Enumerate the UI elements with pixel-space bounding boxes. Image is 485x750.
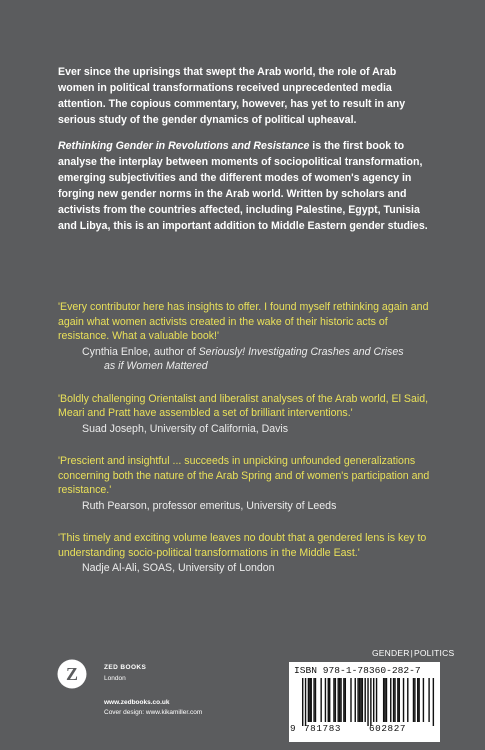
barcode-bar (329, 678, 330, 722)
barcode-bar (339, 678, 340, 722)
barcode-bar (370, 678, 371, 726)
barcode-bar (394, 678, 395, 722)
endorsements (58, 300, 436, 594)
endorsement-author (58, 345, 436, 374)
cover-design-credit: Cover design: www.kikamiller.com (104, 709, 203, 716)
barcode-bar (362, 678, 363, 722)
barcode-bar (338, 678, 339, 722)
barcode-bar (308, 678, 309, 722)
barcode-bar (355, 678, 356, 722)
category-gender: GENDER (372, 648, 410, 658)
description-paragraph-2-text: is the first book to analyse the interplay between moments of sociopolitical transformation, emerging subjectivities and the different modes of women's agency in forging new gender norms in the Arab world. Written by scholars and activists from the countries affected, including Palestine, Egypt, Tunisia and Libya, this is an important addition to Middle Eastern gender studies. (58, 140, 428, 232)
barcode-bar (418, 678, 419, 722)
barcode-lead-digit: 9 (290, 723, 296, 734)
subject-category (372, 648, 454, 658)
barcode-bar (343, 678, 344, 722)
barcode-bar (383, 678, 384, 722)
barcode-bar (428, 678, 429, 722)
isbn-barcode (289, 662, 440, 742)
barcode-bar (309, 678, 310, 722)
barcode-bar (311, 678, 312, 722)
endorsement-quote: 'Every contributor here has insights to offer. I found myself rethinking again and again what women activists created in the wake of their historic acts of resistance. What a valuable book!' (58, 301, 429, 342)
endorsement-author: Ruth Pearson, professor emeritus, University of Leeds (82, 499, 337, 512)
barcode-bar (360, 678, 361, 722)
endorsement-author-name: Cynthia Enloe, author of (82, 345, 199, 358)
logo-letter: Z (65, 664, 79, 684)
category-separator: | (410, 648, 413, 658)
publisher-city: London (104, 675, 126, 682)
endorsement-4 (58, 531, 436, 576)
endorsement-author-work: Seriously! Investigating Crashes and Crises (198, 345, 404, 358)
barcode-bar (313, 678, 314, 722)
barcode-bar (390, 678, 391, 722)
endorsement-1 (58, 300, 436, 374)
barcode-bar (407, 678, 408, 722)
barcode-bar (384, 678, 385, 722)
barcode-bar (386, 678, 387, 722)
barcode-bar (320, 678, 321, 722)
description-paragraph-2 (58, 138, 430, 234)
barcode-bar (305, 678, 306, 726)
barcode-bar (376, 678, 377, 722)
isbn-label: ISBN 978-1-78360-282-7 (294, 665, 421, 676)
barcode-bar (328, 678, 329, 722)
barcode-bar (333, 678, 334, 722)
barcode-bar (302, 678, 303, 726)
barcode-bar (373, 678, 374, 722)
publisher-website: www.zedbooks.co.uk (104, 699, 170, 706)
endorsement-quote: 'This timely and exciting volume leaves no doubt that a gendered lens is key to understanding socio-political transformations in the Middle East.' (58, 532, 427, 559)
barcode-bar (345, 678, 346, 722)
endorsement-2 (58, 392, 436, 437)
barcode-bar (335, 678, 336, 722)
barcode-bar (397, 678, 398, 722)
barcode-bar (364, 678, 365, 722)
barcode-bar (403, 678, 404, 722)
barcode-bar (359, 678, 360, 722)
barcode-bars (295, 678, 435, 726)
barcode-bar (393, 678, 394, 722)
endorsement-quote: 'Prescient and insightful ... succeeds in unpicking unfounded generalizations concerning both the nature of the Arab Spring and of women's participation and resistance.' (58, 455, 430, 496)
barcode-bar (417, 678, 418, 722)
category-politics: POLITICS (414, 648, 455, 658)
book-title: Rethinking Gender in Revolutions and Resistance (58, 140, 310, 152)
endorsement-author-work-cont: as if Women Mattered (104, 360, 208, 372)
book-description (58, 64, 430, 244)
zed-books-logo-icon (57, 659, 87, 689)
barcode-bar (325, 678, 326, 722)
description-paragraph-1: Ever since the uprisings that swept the Arab world, the role of Arab women in political transformations received unprecedented media attention. The copious commentary, however, has yet to result in any serious study of the gender dynamics of political upheaval. (58, 66, 406, 126)
barcode-bar (414, 678, 415, 722)
publisher-name: ZED BOOKS (104, 664, 147, 671)
endorsement-author: Suad Joseph, University of California, Davis (82, 422, 289, 435)
barcode-bar (433, 678, 434, 726)
barcode-right-digits: 602827 (369, 723, 407, 734)
barcode-bar (357, 678, 358, 722)
barcode-bar (350, 678, 351, 722)
endorsement-author: Nadje Al-Ali, SOAS, University of London (82, 562, 275, 574)
barcode-bar (367, 678, 368, 726)
endorsement-3 (58, 454, 436, 513)
barcode-bar (413, 678, 414, 722)
barcode-bar (423, 678, 424, 722)
endorsement-quote: 'Boldly challenging Orientalist and liberalist analyses of the Arab world, El Said, Meari and Pratt have assembled a set of brilliant interventions.' (58, 392, 429, 419)
barcode-bar (399, 678, 400, 722)
barcode-bar (315, 678, 316, 722)
barcode-bar (340, 678, 341, 722)
barcode-left-digits: 781783 (304, 723, 342, 734)
